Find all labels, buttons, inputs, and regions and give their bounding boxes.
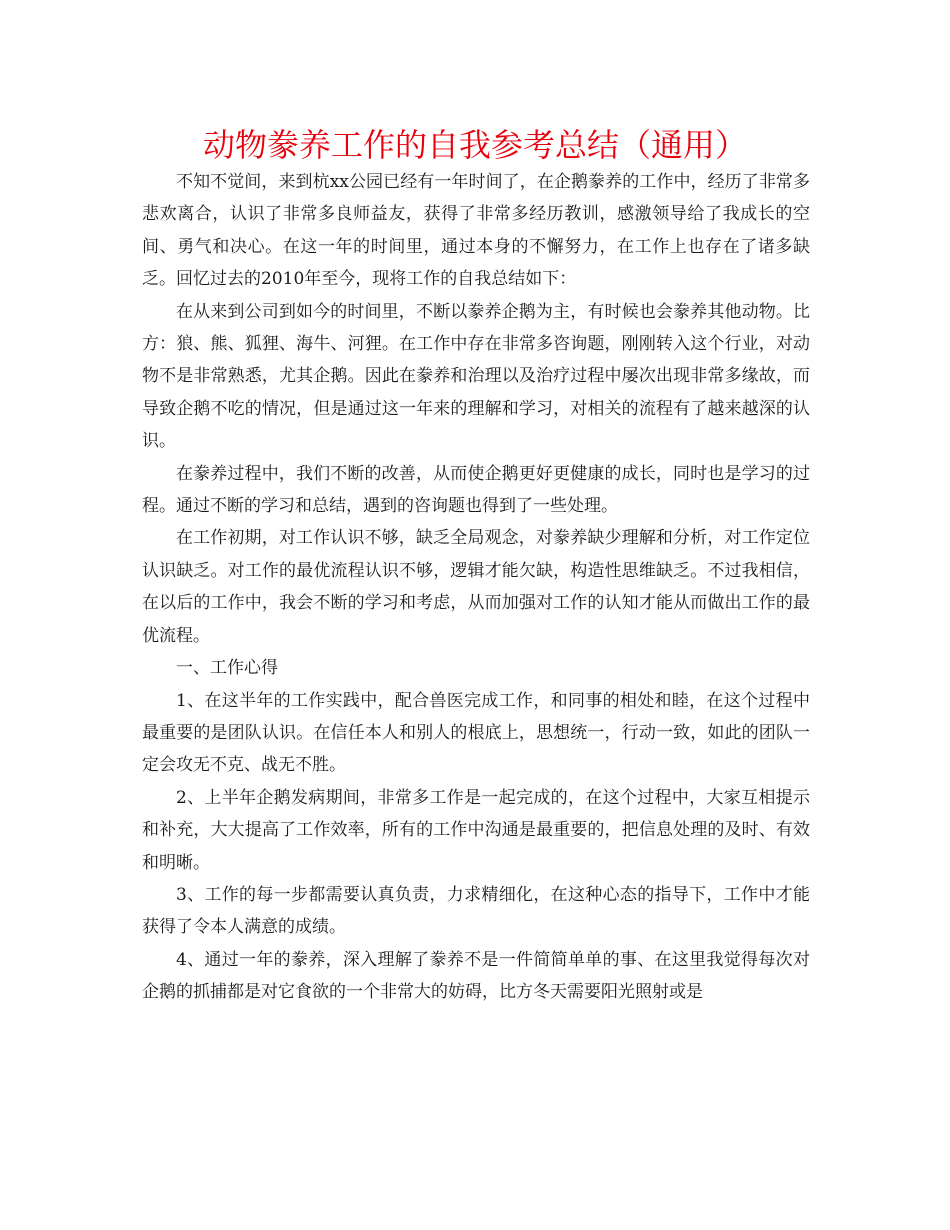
paragraph-4: 在工作初期，对工作认识不够，缺乏全局观念，对豢养缺少理解和分析，对工作定位认识缺乏。对工作的最优流程认识不够，逻辑才能欠缺，构造性思维缺乏。不过我相信，在以后的工作中，我会不断的学习和考虑，从而加强对工作的认知才能从而做出工作的最优流程。: [142, 528, 810, 646]
document-body: [142, 166, 810, 1009]
paragraph-item-1: 1、在这半年的工作实践中，配合兽医完成工作，和同事的相处和睦，在这个过程中最重要的是团队认识。在信任本人和别人的根底上，思想统一，行动一致，如此的团队一定会攻无不克、战无不胜。: [142, 690, 810, 776]
paragraph-2: 在从来到公司到如今的时间里，不断以豢养企鹅为主，有时候也会豢养其他动物。比方：狼、熊、狐狸、海牛、河狸。在工作中存在非常多咨询题，刚刚转入这个行业，对动物不是非常熟悉，尤其企鹅。因此在豢养和治理以及治疗过程中屡次出现非常多缘故，而导致企鹅不吃的情况，但是通过这一年来的理解和学习，对相关的流程有了越来越深的认识。: [142, 301, 810, 452]
paragraph-item-2: 2、上半年企鹅发病期间，非常多工作是一起完成的，在这个过程中，大家互相提示和补充，大大提高了工作效率，所有的工作中沟通是最重要的，把信息处理的及时、有效和明晰。: [142, 787, 810, 873]
paragraph-3: 在豢养过程中，我们不断的改善，从而使企鹅更好更健康的成长，同时也是学习的过程。通过不断的学习和总结，遇到的咨询题也得到了一些处理。: [142, 463, 810, 517]
paragraph-1: 不知不觉间，来到杭xx公园已经有一年时间了，在企鹅豢养的工作中，经历了非常多悲欢离合，认识了非常多良师益友，获得了非常多经历教训，感激领导给了我成长的空间、勇气和决心。在这一年的时间里，通过本身的不懈努力，在工作上也存在了诸多缺乏。回忆过去的2010年至今，现将工作的自我总结如下：: [142, 172, 810, 290]
section-heading-work-experience: 一、工作心得: [176, 658, 278, 679]
paragraph-item-3: 3、工作的每一步都需要认真负责，力求精细化，在这种心态的指导下，工作中才能获得了令本人满意的成绩。: [142, 884, 810, 938]
document-title: 动物豢养工作的自我参考总结（通用）: [202, 126, 747, 164]
paragraph-item-4: 4、通过一年的豢养，深入理解了豢养不是一件简简单单的事、在这里我觉得每次对企鹅的抓捕都是对它食欲的一个非常大的妨碍，比方冬天需要阳光照射或是: [142, 949, 810, 1003]
